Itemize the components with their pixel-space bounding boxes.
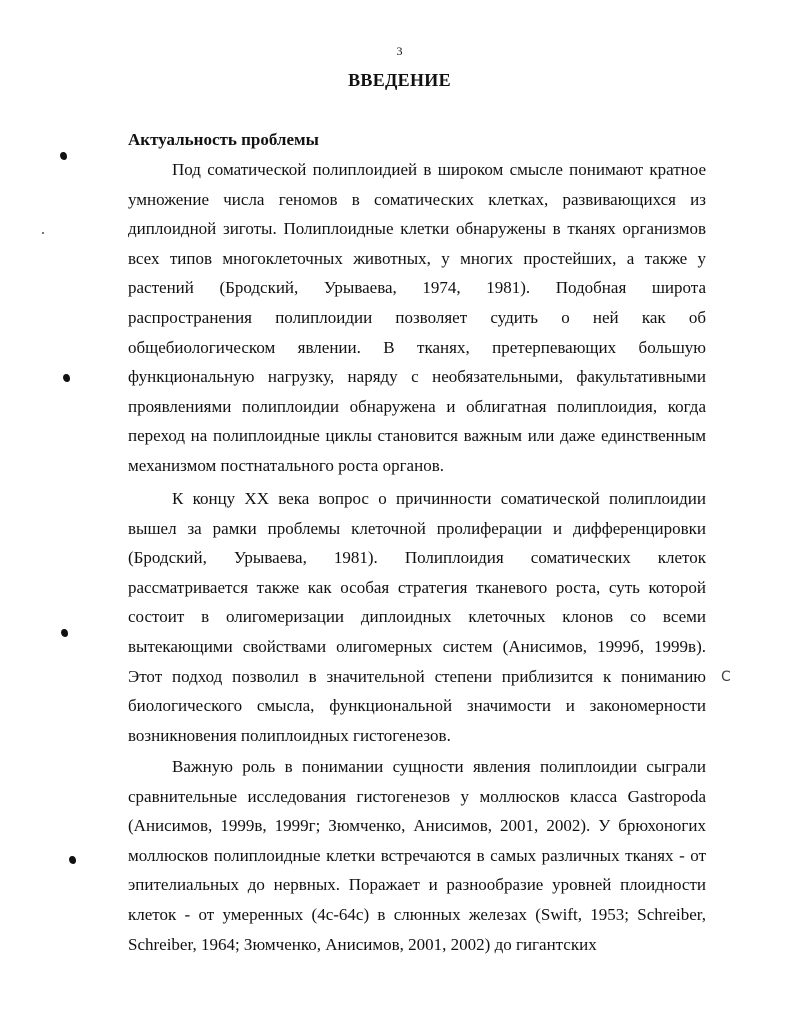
binding-hole-mark (61, 629, 68, 637)
binding-hole-mark (63, 374, 70, 382)
section-heading: Актуальность проблемы (128, 130, 319, 149)
paragraph-1: Под соматической полиплоидией в широком смысле понимают кратное умножение числа геномов в соматических клетках, развивающихся из диплоидной зиготы. Полиплоидные клетки обнаружены в тканях организмов всех типов многоклеточных животных, у многих простейших, а также у растений (Бродский, Урываева, 1974, 1981). Подобная широта распространения полиплоидии позволяет судить о ней как об общебиологическом явлении. В тканях, претерпевающих большую функциональную нагрузку, наряду с необязательными, факультативными проявлениями полиплоидии обнаружена и облигатная полиплоидия, когда переход на полиплоидные циклы становится важным или даже единственным механизмом постнатального роста органов. (128, 160, 706, 475)
paragraph-3: Важную роль в понимании сущности явления полиплоидии сыграли сравнительные исследования гистогенезов у моллюсков класса Gastropoda (Анисимов, 1999в, 1999г; Зюмченко, Анисимов, 2001, 2002). У брюхоногих моллюсков полиплоидные клетки встречаются в самых различных тканях - от эпителиальных до нервных. Поражает и разнообразие уровней плоидности клеток - от умеренных (4c-64c) в слюнных железах (Swift, 1953; Schreiber, Schreiber, 1964; Зюмченко, Анисимов, 2001, 2002) до гигантских (128, 757, 706, 954)
paragraph-2: К концу XX века вопрос о причинности соматической полиплоидии вышел за рамки проблемы клеточной пролиферации и дифференцировки (Бродский, Урываева, 1981). Полиплоидия соматических клеток рассматривается также как особая стратегия тканевого роста, суть которой состоит в олигомеризации диплоидных клеточных клонов со всеми вытекающими свойствами олигомерных систем (Анисимов, 1999б, 1999в). Этот подход позволил в значительной степени приблизится к пониманию биологического смысла, функциональной значимости и закономерности возникновения полиплоидных гистогенезов. (128, 489, 706, 745)
scan-speck (42, 232, 44, 234)
page-number: 3 (396, 44, 403, 58)
chapter-title: ВВЕДЕНИЕ (348, 70, 451, 90)
binding-hole-mark (60, 152, 67, 160)
margin-mark: C (721, 669, 731, 685)
binding-hole-mark (69, 856, 76, 864)
